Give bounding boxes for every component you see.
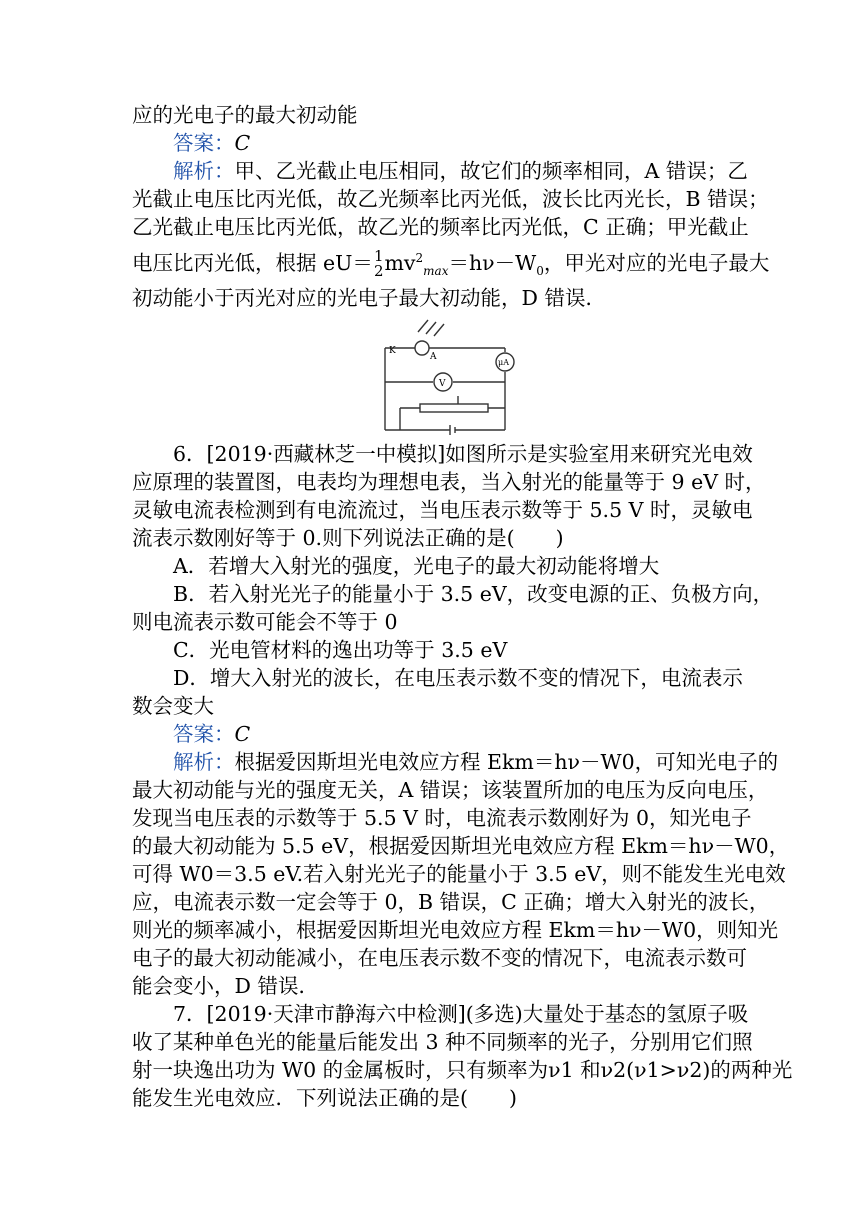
subscript: max <box>423 263 449 278</box>
circuit-diagram <box>380 312 530 436</box>
explanation-label: 解析： <box>173 750 235 774</box>
explanation-label: 解析： <box>173 159 235 183</box>
answer-value: C <box>234 131 251 155</box>
fraction <box>374 249 384 279</box>
light-ray <box>434 324 444 336</box>
light-ray <box>418 320 428 332</box>
text-line: 电子的最大初动能减小，在电压表示数不变的情况下，电流表示数可 <box>132 946 747 970</box>
text-line: 应的光电子的最大初动能 <box>132 103 358 127</box>
text-line: 能会变小，D 错误． <box>132 974 319 998</box>
superscript: 2 <box>415 251 424 265</box>
answer-label: 答案： <box>173 131 235 155</box>
option-b-cont: 则电流表示数可能会不等于 0 <box>132 610 398 634</box>
label-k: K <box>389 346 396 356</box>
label-voltmeter: V <box>439 379 446 389</box>
answer-line <box>173 129 730 157</box>
question-line: 射一块逸出功为 W0 的金属板时，只有频率为ν1 和ν2(ν1>ν2)的两种光 <box>132 1058 793 1082</box>
option-a: A．若增大入射光的强度，光电子的最大初动能将增大 <box>173 554 660 578</box>
text-line: 可得 W0＝3.5 eV.若入射光光子的能量小于 3.5 eV，则不能发生光电效 <box>132 862 786 886</box>
text-span: 甲、乙光截止电压相同，故它们的频率相同，A 错误；乙 <box>234 159 748 183</box>
answer-value: C <box>234 722 251 746</box>
text-span: 根据爱因斯坦光电效应方程 Ekm＝hν－W0，可知光电子的 <box>234 750 779 774</box>
option-d: D．增大入射光的波长，在电压表示数不变的情况下，电流表示 <box>173 666 743 690</box>
text-line: 最大初动能与光的强度无关，A 错误；该装置所加的电压为反向电压， <box>132 778 769 802</box>
label-a: A <box>430 352 437 362</box>
explanation-line <box>173 157 748 185</box>
equation-line <box>132 240 770 281</box>
text-span: 电压比丙光低，根据 eU＝ <box>132 250 373 275</box>
fraction-denominator: 2 <box>373 262 384 281</box>
rheostat <box>420 404 488 412</box>
question-line: 灵敏电流表检测到有电流流过，当电压表示数等于 5.5 V 时，灵敏电 <box>132 498 753 522</box>
text-line: 则光的频率减小，根据爱因斯坦光电效应方程 Ekm＝hν－W0，则知光 <box>132 918 779 942</box>
answer-label: 答案： <box>173 722 235 746</box>
text-line: 光截止电压比丙光低，故乙光频率比丙光低，波长比丙光长，B 错误； <box>132 187 769 211</box>
option-c: C．光电管材料的逸出功等于 3.5 eV <box>173 638 508 662</box>
text-line: 初动能小于丙光对应的光电子最大初动能，D 错误． <box>132 286 606 310</box>
answer-line <box>173 720 730 748</box>
explanation-line <box>173 748 779 776</box>
text-line: 乙光截止电压比丙光低，故乙光的频率比丙光低，C 正确；甲光截止 <box>132 215 749 239</box>
fraction-numerator: 1 <box>373 247 384 266</box>
text-line: 的最大初动能为 5.5 eV，根据爱因斯坦光电效应方程 Ekm＝hν－W0， <box>132 834 790 858</box>
question-line: 收了某种单色光的能量后能发出 3 种不同频率的光子，分别用它们照 <box>132 1030 753 1054</box>
text-span: ＝hν－W <box>448 250 537 275</box>
label-microammeter: μA <box>498 358 509 367</box>
text-span: ，甲光对应的光电子最大 <box>543 250 770 275</box>
question-line: 7．[2019·天津市静海六中检测](多选)大量处于基态的氢原子吸 <box>173 1002 749 1026</box>
question-line: 流表示数刚好等于 0.则下列说法正确的是( ) <box>132 526 564 550</box>
question-line: 应原理的装置图，电表均为理想电表，当入射光的能量等于 9 eV 时， <box>132 470 766 494</box>
question-line: 能发生光电效应．下列说法正确的是( ) <box>132 1086 517 1110</box>
text-line: 发现当电压表的示数等于 5.5 V 时，电流表示数刚好为 0，知光电子 <box>132 806 752 830</box>
subscript: 0 <box>536 263 544 278</box>
option-b: B．若入射光光子的能量小于 3.5 eV，改变电源的正、负极方向， <box>173 582 774 606</box>
phototube <box>415 341 429 355</box>
light-ray <box>426 322 436 334</box>
option-d-cont: 数会变大 <box>132 694 214 718</box>
text-span: mv <box>384 250 416 275</box>
question-line: 6．[2019·西藏林芝一中模拟]如图所示是实验室用来研究光电效 <box>173 442 753 466</box>
text-line: 应，电流表示数一定会等于 0，B 错误，C 正确；增大入射光的波长， <box>132 890 770 914</box>
